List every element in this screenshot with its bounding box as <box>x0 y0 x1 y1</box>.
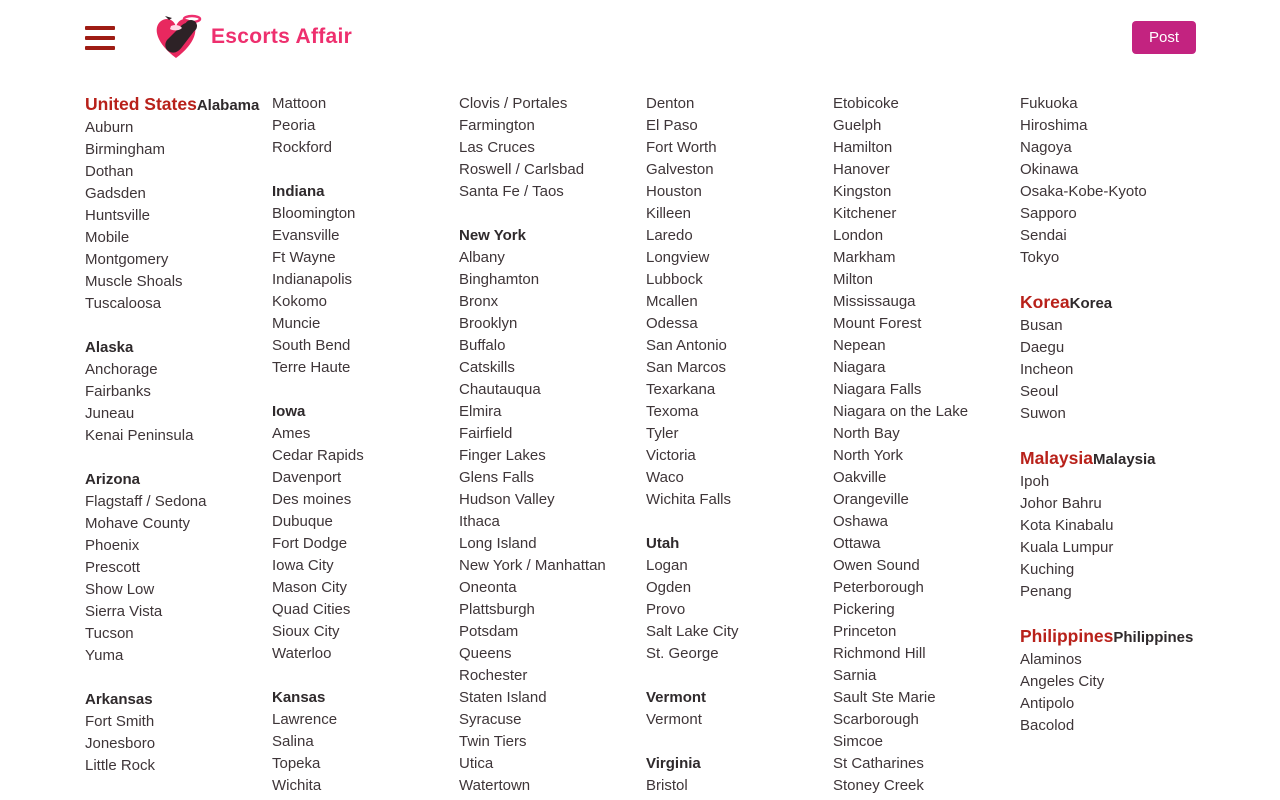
city-link[interactable]: Texarkana <box>646 381 716 398</box>
city-link[interactable]: Terre Haute <box>272 359 351 376</box>
city-link[interactable]: Muncie <box>272 315 321 332</box>
state-heading-link[interactable]: Arizona <box>85 471 141 488</box>
city-link[interactable]: Kenai Peninsula <box>85 427 194 444</box>
city-link[interactable]: Hamilton <box>833 139 893 156</box>
city-link[interactable]: Albany <box>459 249 505 266</box>
city-link[interactable]: Birmingham <box>85 141 166 158</box>
location-group <box>272 401 459 665</box>
city-link[interactable]: Fort Smith <box>85 713 155 730</box>
city-link[interactable]: Iowa City <box>272 557 334 574</box>
city-link[interactable]: Yuma <box>85 647 124 664</box>
city-link[interactable]: Kitchener <box>833 205 897 222</box>
city-link[interactable]: Salina <box>272 733 314 750</box>
city-link[interactable]: Tucson <box>85 625 134 642</box>
city-link[interactable]: Lawrence <box>272 711 338 728</box>
directory-column-5 <box>833 93 1020 797</box>
city-link[interactable]: Suwon <box>1020 405 1066 422</box>
city-link[interactable]: Peoria <box>272 117 316 134</box>
location-group <box>646 753 833 797</box>
city-link[interactable]: Dubuque <box>272 513 333 530</box>
city-link[interactable]: Oneonta <box>459 579 517 596</box>
location-group <box>1020 93 1207 269</box>
city-link[interactable]: Catskills <box>459 359 515 376</box>
city-link[interactable]: Santa Fe / Taos <box>459 183 564 200</box>
city-link[interactable]: North Bay <box>833 425 900 442</box>
city-link[interactable]: Denton <box>646 95 695 112</box>
city-link[interactable]: Princeton <box>833 623 897 640</box>
post-button[interactable]: Post <box>1132 21 1196 54</box>
state-heading-link[interactable]: Philippines <box>1113 629 1194 646</box>
hamburger-bar <box>85 36 115 40</box>
city-link[interactable]: Wichita Falls <box>646 491 732 508</box>
city-link[interactable]: Odessa <box>646 315 698 332</box>
header <box>0 0 1280 62</box>
location-group <box>459 93 646 203</box>
city-link[interactable]: Logan <box>646 557 688 574</box>
state-heading-link[interactable]: Korea <box>1069 295 1113 312</box>
city-link[interactable]: Salt Lake City <box>646 623 739 640</box>
city-link[interactable]: Long Island <box>459 535 537 552</box>
city-link[interactable]: Cedar Rapids <box>272 447 364 464</box>
city-link[interactable]: Alaminos <box>1020 651 1082 668</box>
location-group <box>272 93 459 159</box>
city-link[interactable]: Ames <box>272 425 311 442</box>
city-link[interactable]: Ithaca <box>459 513 500 530</box>
city-link[interactable]: Flagstaff / Sedona <box>85 493 207 510</box>
city-link[interactable]: Bristol <box>646 777 688 794</box>
country-heading-link[interactable]: Philippines <box>1020 626 1114 646</box>
directory-column-3 <box>459 93 646 797</box>
location-group <box>85 337 272 447</box>
city-link[interactable]: Niagara on the Lake <box>833 403 969 420</box>
city-link[interactable]: Montgomery <box>85 251 169 268</box>
city-link[interactable]: Kuching <box>1020 561 1075 578</box>
city-link[interactable]: Fairbanks <box>85 383 151 400</box>
city-link[interactable]: Mohave County <box>85 515 191 532</box>
city-link[interactable]: Oshawa <box>833 513 889 530</box>
city-link[interactable]: Victoria <box>646 447 696 464</box>
state-heading-link[interactable]: Utah <box>646 535 680 552</box>
city-link[interactable]: Auburn <box>85 119 134 136</box>
city-link[interactable]: Lubbock <box>646 271 703 288</box>
city-link[interactable]: Guelph <box>833 117 882 134</box>
state-heading-link[interactable]: Alabama <box>196 97 260 114</box>
city-link[interactable]: Potsdam <box>459 623 519 640</box>
city-link[interactable]: Farmington <box>459 117 535 134</box>
city-link[interactable]: Buffalo <box>459 337 506 354</box>
city-link[interactable]: Anchorage <box>85 361 158 378</box>
city-link[interactable]: Nagoya <box>1020 139 1072 156</box>
city-link[interactable]: Simcoe <box>833 733 884 750</box>
city-link[interactable]: Twin Tiers <box>459 733 527 750</box>
brand-name: Escorts Affair <box>211 25 353 48</box>
city-link[interactable]: Hanover <box>833 161 890 178</box>
city-link[interactable]: Topeka <box>272 755 321 772</box>
city-link[interactable]: North York <box>833 447 904 464</box>
state-heading-link[interactable]: Arkansas <box>85 691 153 708</box>
brand-logo[interactable] <box>151 14 352 60</box>
city-link[interactable]: Pickering <box>833 601 895 618</box>
city-link[interactable]: South Bend <box>272 337 351 354</box>
city-link[interactable]: Sendai <box>1020 227 1067 244</box>
hamburger-menu-icon[interactable] <box>85 26 115 50</box>
city-link[interactable]: Kuala Lumpur <box>1020 539 1114 556</box>
city-link[interactable]: Longview <box>646 249 710 266</box>
location-group <box>646 533 833 665</box>
directory-column-6 <box>1020 93 1207 797</box>
location-group <box>459 225 646 797</box>
city-link[interactable]: Angeles City <box>1020 673 1105 690</box>
city-link[interactable]: Staten Island <box>459 689 547 706</box>
city-link[interactable]: Milton <box>833 271 874 288</box>
city-link[interactable]: Queens <box>459 645 512 662</box>
city-link[interactable]: Sierra Vista <box>85 603 163 620</box>
city-link[interactable]: Mcallen <box>646 293 698 310</box>
city-link[interactable]: Markham <box>833 249 896 266</box>
city-link[interactable]: Little Rock <box>85 757 156 774</box>
city-link[interactable]: Show Low <box>85 581 155 598</box>
location-directory <box>0 93 1280 797</box>
city-link[interactable]: Fukuoka <box>1020 95 1078 112</box>
city-link[interactable]: Galveston <box>646 161 714 178</box>
city-link[interactable]: Jonesboro <box>85 735 156 752</box>
city-link[interactable]: Penang <box>1020 583 1072 600</box>
city-link[interactable]: Indianapolis <box>272 271 353 288</box>
directory-column-1 <box>85 93 272 797</box>
location-group <box>1020 625 1207 737</box>
city-link[interactable]: Chautauqua <box>459 381 541 398</box>
city-link[interactable]: Dothan <box>85 163 134 180</box>
city-link[interactable]: Hudson Valley <box>459 491 555 508</box>
state-heading-link[interactable]: Virginia <box>646 755 701 772</box>
city-link[interactable]: Sarnia <box>833 667 877 684</box>
city-link[interactable]: Mason City <box>272 579 348 596</box>
city-link[interactable]: Vermont <box>646 711 702 728</box>
city-link[interactable]: Provo <box>646 601 686 618</box>
city-link[interactable]: Owen Sound <box>833 557 920 574</box>
state-heading-link[interactable]: Iowa <box>272 403 306 420</box>
city-link[interactable]: Juneau <box>85 405 135 422</box>
city-link[interactable]: Busan <box>1020 317 1063 334</box>
city-link[interactable]: Mississauga <box>833 293 916 310</box>
city-link[interactable]: Niagara <box>833 359 886 376</box>
location-group <box>1020 291 1207 425</box>
city-link[interactable]: Roswell / Carlsbad <box>459 161 585 178</box>
city-link[interactable]: Tyler <box>646 425 679 442</box>
city-link[interactable]: Elmira <box>459 403 502 420</box>
city-link[interactable]: San Marcos <box>646 359 727 376</box>
city-link[interactable]: New York / Manhattan <box>459 557 606 574</box>
heart-logo-icon <box>151 14 203 60</box>
city-link[interactable]: Sault Ste Marie <box>833 689 936 706</box>
city-link[interactable]: Syracuse <box>459 711 522 728</box>
city-link[interactable]: London <box>833 227 884 244</box>
location-group <box>646 687 833 731</box>
location-group <box>85 93 272 315</box>
city-link[interactable]: Oakville <box>833 469 887 486</box>
city-link[interactable]: Glens Falls <box>459 469 535 486</box>
city-link[interactable]: Texoma <box>646 403 699 420</box>
state-heading-link[interactable]: Kansas <box>272 689 326 706</box>
city-link[interactable]: Laredo <box>646 227 693 244</box>
city-link[interactable]: Brooklyn <box>459 315 518 332</box>
city-link[interactable]: Rochester <box>459 667 528 684</box>
city-link[interactable]: Ipoh <box>1020 473 1050 490</box>
city-link[interactable]: Seoul <box>1020 383 1059 400</box>
city-link[interactable]: Des moines <box>272 491 352 508</box>
city-link[interactable]: Plattsburgh <box>459 601 535 618</box>
city-link[interactable]: Johor Bahru <box>1020 495 1102 512</box>
hamburger-bar <box>85 46 115 50</box>
city-link[interactable]: Clovis / Portales <box>459 95 568 112</box>
city-link[interactable]: Ogden <box>646 579 692 596</box>
location-group <box>85 469 272 667</box>
country-heading-link[interactable]: Malaysia <box>1020 448 1093 468</box>
state-heading-link[interactable]: Alaska <box>85 339 134 356</box>
city-link[interactable]: Waterloo <box>272 645 332 662</box>
city-link[interactable]: Prescott <box>85 559 141 576</box>
city-link[interactable]: Davenport <box>272 469 342 486</box>
city-link[interactable]: Kokomo <box>272 293 328 310</box>
state-heading-link[interactable]: Vermont <box>646 689 707 706</box>
city-link[interactable]: Nepean <box>833 337 886 354</box>
city-link[interactable]: Tuscaloosa <box>85 295 162 312</box>
city-link[interactable]: Fairfield <box>459 425 513 442</box>
city-link[interactable]: Daegu <box>1020 339 1065 356</box>
state-heading-link[interactable]: Indiana <box>272 183 325 200</box>
hamburger-bar <box>85 26 115 30</box>
city-link[interactable]: Watertown <box>459 777 531 794</box>
location-group <box>1020 447 1207 603</box>
city-link[interactable]: Killeen <box>646 205 692 222</box>
city-link[interactable]: Fort Worth <box>646 139 717 156</box>
city-link[interactable]: Bloomington <box>272 205 356 222</box>
city-link[interactable]: Incheon <box>1020 361 1074 378</box>
city-link[interactable]: Muscle Shoals <box>85 273 183 290</box>
city-link[interactable]: Rockford <box>272 139 333 156</box>
state-heading-link[interactable]: New York <box>459 227 526 244</box>
city-link[interactable]: Binghamton <box>459 271 540 288</box>
city-link[interactable]: Huntsville <box>85 207 151 224</box>
city-link[interactable]: Finger Lakes <box>459 447 546 464</box>
city-link[interactable]: Osaka-Kobe-Kyoto <box>1020 183 1147 200</box>
location-group <box>833 93 1020 797</box>
city-link[interactable]: Evansville <box>272 227 340 244</box>
city-link[interactable]: Okinawa <box>1020 161 1079 178</box>
city-link[interactable]: Las Cruces <box>459 139 535 156</box>
location-group <box>85 689 272 777</box>
city-link[interactable]: Waco <box>646 469 684 486</box>
city-link[interactable]: Peterborough <box>833 579 924 596</box>
city-link[interactable]: Antipolo <box>1020 695 1075 712</box>
city-link[interactable]: Scarborough <box>833 711 919 728</box>
city-link[interactable]: Sapporo <box>1020 205 1077 222</box>
city-link[interactable]: Stoney Creek <box>833 777 924 794</box>
location-group <box>272 181 459 379</box>
city-link[interactable]: Mount Forest <box>833 315 922 332</box>
city-link[interactable]: Wichita <box>272 777 322 794</box>
city-link[interactable]: Houston <box>646 183 702 200</box>
country-heading-link[interactable]: Korea <box>1020 292 1070 312</box>
city-link[interactable]: Quad Cities <box>272 601 351 618</box>
city-link[interactable]: Bacolod <box>1020 717 1075 734</box>
city-link[interactable]: Bronx <box>459 293 499 310</box>
city-link[interactable]: Phoenix <box>85 537 140 554</box>
city-link[interactable]: Kingston <box>833 183 892 200</box>
city-link[interactable]: San Antonio <box>646 337 727 354</box>
city-link[interactable]: St. George <box>646 645 719 662</box>
country-heading-link[interactable]: United States <box>85 94 197 114</box>
city-link[interactable]: Richmond Hill <box>833 645 926 662</box>
city-link[interactable]: Mattoon <box>272 95 327 112</box>
city-link[interactable]: Orangeville <box>833 491 909 508</box>
location-group <box>646 93 833 511</box>
city-link[interactable]: Ft Wayne <box>272 249 336 266</box>
city-link[interactable]: Kota Kinabalu <box>1020 517 1114 534</box>
city-link[interactable]: Utica <box>459 755 494 772</box>
directory-column-4 <box>646 93 833 797</box>
city-link[interactable]: Sioux City <box>272 623 340 640</box>
location-group <box>272 687 459 797</box>
city-link[interactable]: Mobile <box>85 229 130 246</box>
city-link[interactable]: El Paso <box>646 117 698 134</box>
city-link[interactable]: St Catharines <box>833 755 924 772</box>
city-link[interactable]: Niagara Falls <box>833 381 922 398</box>
city-link[interactable]: Etobicoke <box>833 95 899 112</box>
state-heading-link[interactable]: Malaysia <box>1092 451 1156 468</box>
city-link[interactable]: Gadsden <box>85 185 146 202</box>
city-link[interactable]: Hiroshima <box>1020 117 1088 134</box>
city-link[interactable]: Ottawa <box>833 535 881 552</box>
city-link[interactable]: Tokyo <box>1020 249 1060 266</box>
directory-column-2 <box>272 93 459 797</box>
city-link[interactable]: Fort Dodge <box>272 535 348 552</box>
